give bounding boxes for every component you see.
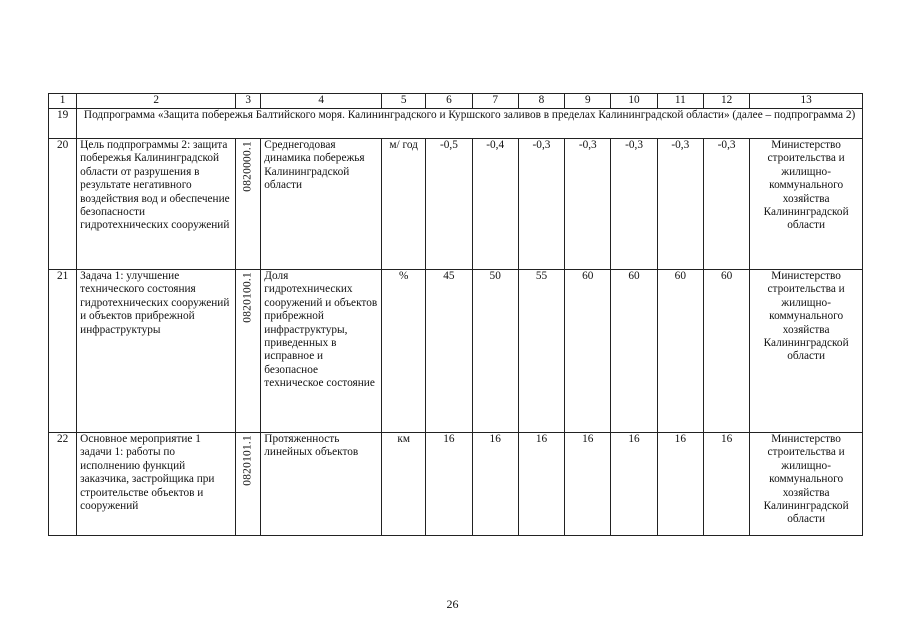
indicator-code: 0820100.1 [241,272,254,323]
responsible-executor: Министерство строительства и жилищно-коммунального хозяйства Калининградской области [750,139,863,270]
column-number: 11 [657,94,703,109]
indicators-table [48,93,863,536]
value-cell: 60 [611,270,657,433]
goal-name: Цель подпрограммы 2: защита побережья Калининградской области от разрушения в результате негативного воздействия вод и обеспечение безопасности гидротехнических сооружений [77,139,236,270]
code-cell [236,139,261,270]
row-number: 19 [49,109,77,139]
value-cell: -0,3 [565,139,611,270]
unit: км [382,433,426,536]
value-cell: 16 [657,433,703,536]
row-number: 22 [49,433,77,536]
activity-name: Основное мероприятие 1 задачи 1: работы по исполнению функций заказчика, застройщика при строительстве объектов и сооружений [77,433,236,536]
value-cell: 16 [565,433,611,536]
column-number: 1 [49,94,77,109]
column-number: 5 [382,94,426,109]
indicator-name: Доля гидротехнических сооружений и объектов прибрежной инфраструктуры, приведенных в исправное и безопасное техническое состояние [261,270,382,433]
value-cell: 16 [611,433,657,536]
value-cell: 60 [657,270,703,433]
value-cell: -0,3 [518,139,564,270]
table-row [49,270,863,433]
value-cell: 55 [518,270,564,433]
value-cell: 16 [472,433,518,536]
value-cell: 16 [426,433,472,536]
column-number: 10 [611,94,657,109]
value-cell: -0,3 [611,139,657,270]
page-number: 26 [446,597,459,611]
column-number: 8 [518,94,564,109]
column-number-row [49,94,863,109]
indicator-code: 0820000.1 [241,141,254,192]
subprogram-row [49,109,863,139]
value-cell: -0,3 [657,139,703,270]
value-cell: -0,5 [426,139,472,270]
table-row [49,433,863,536]
indicator-code: 0820101.1 [241,435,254,486]
column-number: 4 [261,94,382,109]
unit: % [382,270,426,433]
value-cell: 60 [703,270,749,433]
value-cell: 16 [703,433,749,536]
code-cell [236,433,261,536]
row-number: 21 [49,270,77,433]
column-number: 3 [236,94,261,109]
responsible-executor: Министерство строительства и жилищно-коммунального хозяйства Калининградской области [750,270,863,433]
value-cell: -0,3 [703,139,749,270]
unit: м/ год [382,139,426,270]
table-row [49,139,863,270]
value-cell: 50 [472,270,518,433]
code-cell [236,270,261,433]
row-number: 20 [49,139,77,270]
indicator-name: Протяженность линейных объектов [261,433,382,536]
value-cell: 45 [426,270,472,433]
subprogram-title: Подпрограмма «Защита побережья Балтийского моря. Калининградского и Куршского заливов в пределах Калининградской области» (далее – подпрограмма 2) [77,109,863,139]
responsible-executor: Министерство строительства и жилищно-коммунального хозяйства Калининградской области [750,433,863,536]
column-number: 6 [426,94,472,109]
column-number: 7 [472,94,518,109]
column-number: 13 [750,94,863,109]
value-cell: 60 [565,270,611,433]
value-cell: 16 [518,433,564,536]
column-number: 9 [565,94,611,109]
indicator-name: Среднегодовая динамика побережья Калининградской области [261,139,382,270]
value-cell: -0,4 [472,139,518,270]
task-name: Задача 1: улучшение технического состояния гидротехнических сооружений и объектов прибрежной инфраструктуры [77,270,236,433]
column-number: 12 [703,94,749,109]
column-number: 2 [77,94,236,109]
